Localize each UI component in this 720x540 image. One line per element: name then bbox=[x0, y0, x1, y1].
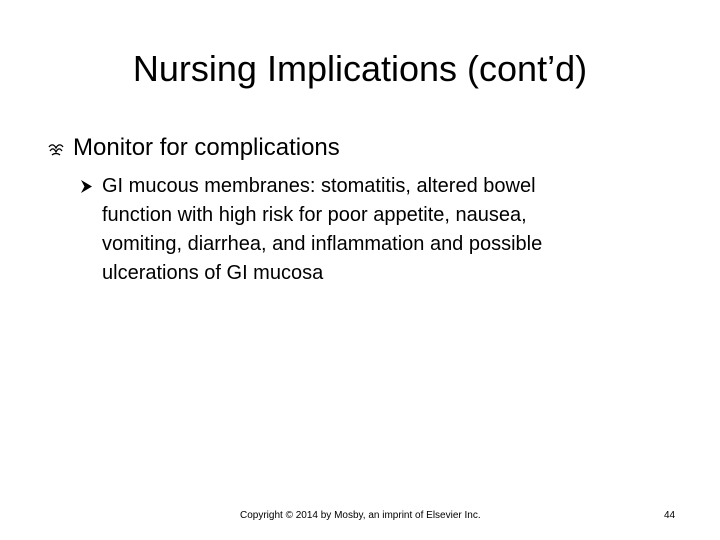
sub-bullet-line: vomiting, diarrhea, and inflammation and possible bbox=[102, 233, 543, 255]
bullet-item-monitor bbox=[48, 131, 688, 167]
fancy-bullet-icon bbox=[48, 143, 64, 157]
sub-bullet-line: function with high risk for poor appetite, nausea, bbox=[102, 204, 527, 226]
arrowhead-bullet-icon bbox=[80, 179, 93, 194]
slide-number: 44 bbox=[664, 510, 676, 521]
sub-bullet-line: ulcerations of GI mucosa bbox=[102, 262, 324, 284]
footer-copyright: Copyright © 2014 by Mosby, an imprint of Elsevier Inc. bbox=[240, 510, 481, 521]
sub-bullet-line: GI mucous membranes: stomatitis, altered bowel bbox=[102, 175, 536, 197]
slide-title: Nursing Implications (cont’d) bbox=[132, 48, 588, 89]
bullet-text: Monitor for complications bbox=[73, 134, 340, 161]
